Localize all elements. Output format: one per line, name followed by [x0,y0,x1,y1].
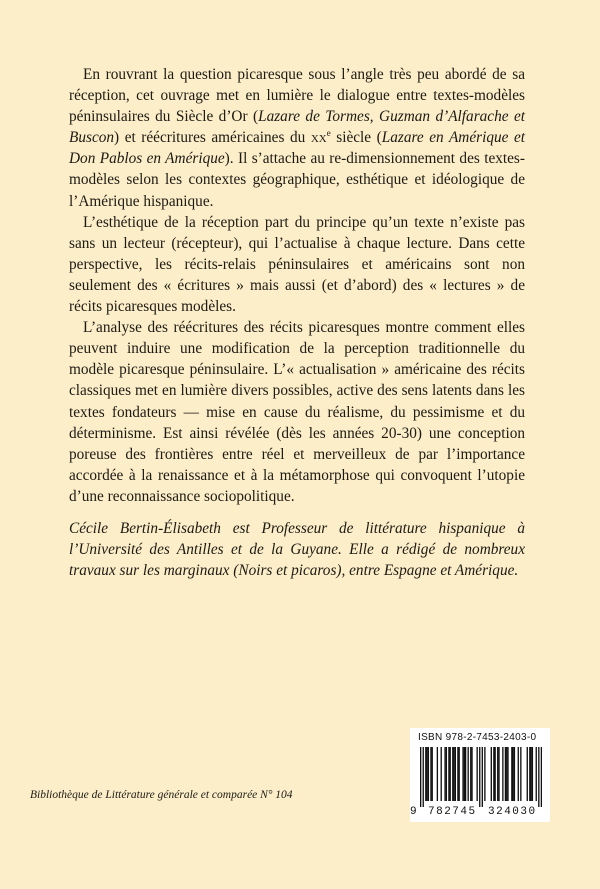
barcode-bar [446,747,447,801]
barcode-digit-first: 9 [410,806,417,818]
barcode-bar [505,747,506,801]
barcode-bar [425,747,426,801]
barcode-bar [453,747,454,801]
barcode-bar [498,747,499,801]
blurb-text [69,64,525,507]
barcode-bar [536,747,537,801]
barcode-bar [520,747,521,801]
barcode-bar [444,747,445,801]
barcode-bar [464,747,465,801]
barcode-digits-left: 782745 [428,806,477,818]
barcode-bar [518,747,519,801]
barcode-bar [468,747,469,801]
barcode-bars [420,747,542,807]
barcode-bar [497,747,498,801]
barcode-bar [494,747,495,801]
barcode-bar [479,747,480,807]
barcode-bar [532,747,533,801]
blurb-paragraph-2: L’esthétique de la réception part du principe qu’un texte n’existe pas sans un lecteur (récepteur), qui l’actualise à chaque lecture. Dans cette perspective, les récits-relais péninsulaires et américains sont non seulement des « écritures » mais aussi (et d’abord) des « lectures » de récits picaresques modèles. [69,213,525,316]
isbn-label: ISBN 978-2-7453-2403-0 [418,732,537,743]
barcode-bar [502,747,503,801]
barcode-bar [452,747,453,801]
blurb-paragraph-1: En rouvrant la question picaresque sous l’angle très peu abordé de sa réception, cet ouvrage met en lumière le dialogue entre textes-modèles péninsulaires du Siècle d’Or (Lazare de Tormes, Guzman d’Alfarache et Buscon) et réécritures américaines du $xx^e$ siècle (Lazare en Amérique et Don Pablos en Amérique). Il s’attache au re-dimensionnement des textes-modèles selon les contextes géographique, esthétique et idéologique de l’Amérique hispanique. [69,66,526,210]
series-title: Bibliothèque de Littérature générale et comparée N° 104 [30,789,293,801]
barcode-bar [514,747,515,801]
barcode-bar [455,747,456,801]
barcode-bar [423,747,424,807]
barcode-bar [527,747,528,801]
barcode-bar [530,747,531,801]
barcode-bar [432,747,433,801]
barcode-bar [491,747,492,801]
barcode-bar [471,747,472,801]
barcode-bar [506,747,507,801]
barcode-bar [430,747,431,801]
barcode-bar [450,747,451,801]
work-titles-american: Lazare en Amérique et Don Pablos en Amérique [69,129,526,168]
barcode-bar [511,747,512,801]
barcode-bar [457,747,458,801]
work-titles-peninsular: Lazare de Tormes, Guzman d’Alfarache et Buscon [69,108,525,147]
barcode-bar [428,747,429,801]
century-numeral: xx [310,129,327,147]
author-bio [69,518,525,581]
barcode-bar [482,747,483,807]
barcode-bar [512,747,513,801]
blurb-paragraph-3: L’analyse des réécritures des récits picaresques montre comment elles peuvent induire une modification de la perception traditionnelle du modèle picaresque péninsulaire. L’« actualisation » américaine des récits classiques met en lumière divers possibles, active des sens latents dans les textes fondateurs — mise en cause du réalisme, du pessimisme et du déterminisme. Est ainsi révélée (dès les années 20-30) une conception poreuse des frontières entre réel et merveilleux de par l’importance accordée à la renaissance et à la métamorphose qui convoquent l’utopie d’une reconnaissance sociopolitique. [69,319,525,505]
barcode-bar [538,747,539,807]
barcode-bar [529,747,530,801]
barcode-bar [493,747,494,801]
barcode-bar [541,747,542,807]
barcode-bar [477,747,478,801]
barcode-bar [426,747,427,801]
barcode-digits-right: 324030 [488,806,537,818]
barcode-bar [470,747,471,801]
barcode-bar [459,747,460,801]
barcode-bar [507,747,508,801]
barcode-bar [437,747,438,801]
barcode-bar [484,747,485,801]
author-bio-text: Cécile Bertin-Élisabeth est Professeur de littérature hispanique à l’Université des Antilles et de la Guyane. Elle a rédigé de nombreux travaux sur les marginaux (Noirs et picaros), entre Espagne et Amérique. [69,520,525,580]
barcode-bar [420,747,421,807]
barcode-bar [465,747,466,801]
barcode-bar [462,747,463,801]
barcode-bar [448,747,449,801]
barcode-bar [441,747,442,801]
isbn-barcode [410,728,550,822]
